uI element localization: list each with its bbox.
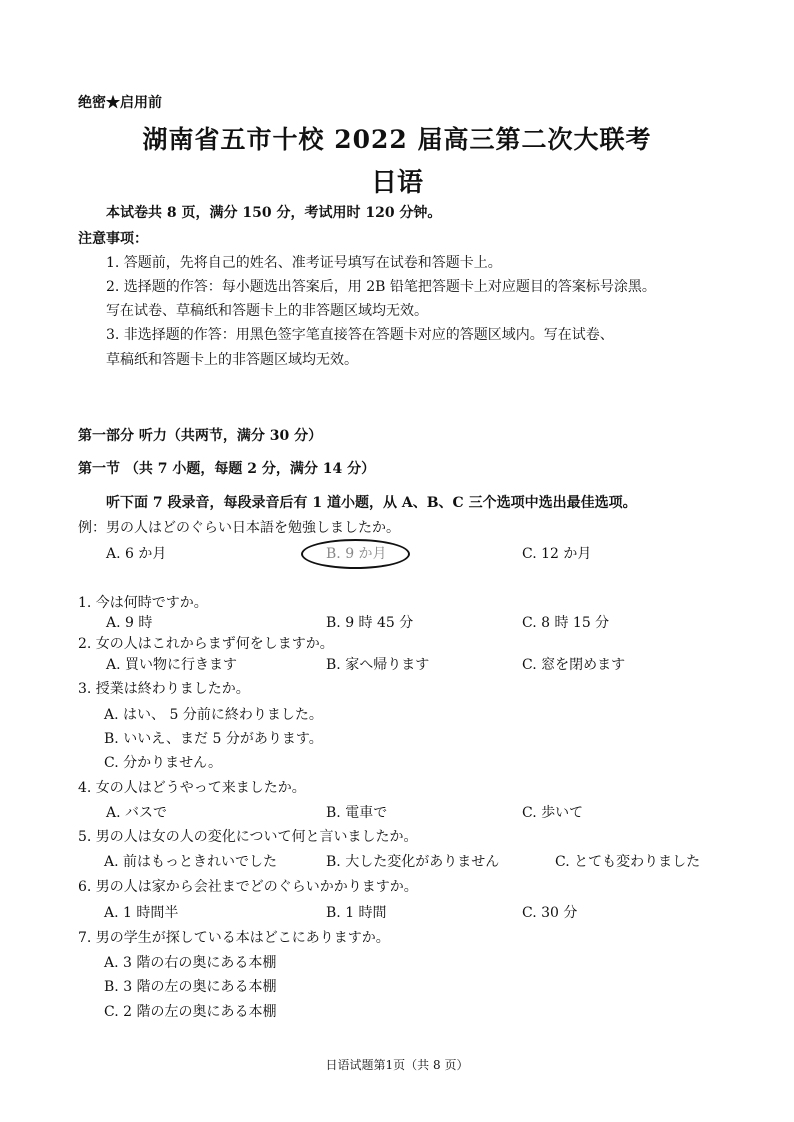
question-1: 1. 今は何時ですか。 [78, 595, 208, 611]
notice-heading: 注意事项： [78, 231, 148, 247]
question-2-option-a: A. 買い物に行きます [106, 657, 238, 673]
exam-title: 湖南省五市十校 2022 届高三第二次大联考 [142, 125, 652, 154]
question-7-option-b: B. 3 階の左の奥にある本棚 [104, 979, 277, 995]
example-option-c: C. 12 か月 [522, 546, 592, 562]
question-1-option-c: C. 8 時 15 分 [522, 615, 610, 631]
part-heading: 第一部分 听力（共两节，满分 30 分） [78, 428, 323, 444]
question-6-option-b: B. 1 時間 [326, 905, 387, 921]
question-7: 7. 男の学生が探している本はどこにありますか。 [78, 930, 390, 946]
question-1-option-a: A. 9 時 [106, 615, 153, 631]
notice-item: 写在试卷、草稿纸和答题卡上的非答题区域均无效。 [106, 303, 428, 319]
question-5-option-a: A. 前はもっときれいでした [104, 854, 278, 870]
question-7-option-a: A. 3 階の右の奥にある本棚 [104, 955, 277, 971]
question-6: 6. 男の人は家から会社までどのぐらいかかりますか。 [78, 879, 418, 895]
question-4: 4. 女の人はどうやって来ましたか。 [78, 780, 306, 796]
question-4-option-b: B. 電車で [326, 805, 388, 821]
question-4-option-a: A. バスで [106, 805, 168, 821]
question-7-option-c: C. 2 階の左の奥にある本棚 [104, 1004, 277, 1020]
question-6-option-a: A. 1 時間半 [104, 905, 179, 921]
page-footer: 日语试题第1页（共 8 页） [325, 1058, 469, 1072]
notice-item: 草稿纸和答题卡上的非答题区域均无效。 [106, 352, 358, 368]
question-4-option-c: C. 歩いて [522, 805, 584, 821]
question-5: 5. 男の人は女の人の変化について何と言いましたか。 [78, 829, 418, 845]
exam-info: 本试卷共 8 页，满分 150 分，考试用时 120 分钟。 [106, 205, 442, 221]
example-question: 例：男の人はどのぐらい日本語を勉強しましたか。 [78, 520, 400, 536]
question-5-option-b: B. 大した変化がありません [326, 854, 500, 870]
notice-item: 2. 选择题的作答：每小题选出答案后，用 2B 铅笔把答题卡上对应题目的答案标号涂黑。 [106, 279, 656, 295]
confidential-label: 绝密★启用前 [78, 95, 162, 111]
question-1-option-b: B. 9 時 45 分 [326, 615, 414, 631]
question-3-option-a: A. はい、 5 分前に終わりました。 [104, 707, 323, 723]
section-heading: 第一节 （共 7 小题，每题 2 分，满分 14 分） [78, 461, 376, 477]
question-2: 2. 女の人はこれからまず何をしますか。 [78, 636, 334, 652]
question-2-option-c: C. 窓を閉めます [522, 657, 626, 673]
question-5-option-c: C. とても変わりました [555, 854, 701, 870]
example-option-b: B. 9 か月 [326, 546, 387, 562]
listening-instruction: 听下面 7 段录音，每段录音后有 1 道小题，从 A、B、C 三个选项中选出最佳选项。 [106, 495, 637, 511]
question-3-option-b: B. いいえ、まだ 5 分があります。 [104, 731, 323, 747]
question-2-option-b: B. 家へ帰ります [326, 657, 430, 673]
question-6-option-c: C. 30 分 [522, 905, 578, 921]
notice-item: 3. 非选择题的作答：用黑色签字笔直接答在答题卡对应的答题区域内。写在试卷、 [106, 327, 614, 343]
question-3: 3. 授業は終わりましたか。 [78, 681, 250, 697]
question-3-option-c: C. 分かりません。 [104, 755, 222, 771]
notice-item: 1. 答题前，先将自己的姓名、准考证号填写在试卷和答题卡上。 [106, 255, 502, 271]
example-option-a: A. 6 か月 [106, 546, 167, 562]
subject-title: 日语 [370, 168, 423, 198]
